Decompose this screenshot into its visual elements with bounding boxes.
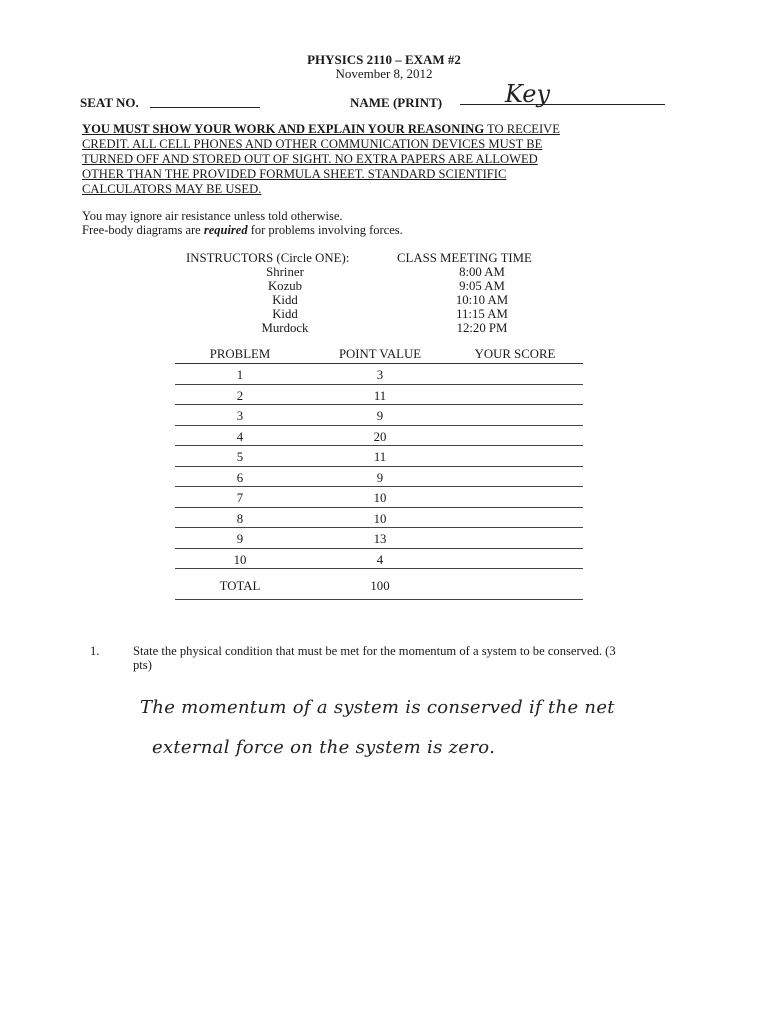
- point-value: 3: [376, 368, 384, 382]
- point-value: 11: [373, 450, 387, 464]
- problem-number: 6: [236, 470, 244, 485]
- instructor-item[interactable]: Kidd: [272, 307, 298, 321]
- class-time-heading: CLASS MEETING TIME: [397, 251, 532, 265]
- name-field[interactable]: [460, 104, 665, 105]
- question-1-number: 1.: [90, 644, 100, 658]
- class-time-item: 12:20 PM: [456, 321, 508, 335]
- table-row: [175, 405, 583, 426]
- exam-instructions-warning: [82, 122, 662, 197]
- warning-bold-text: YOU MUST SHOW YOUR WORK AND EXPLAIN YOUR REASONING: [82, 122, 485, 136]
- point-value: 9: [376, 470, 384, 485]
- point-value: 10: [373, 491, 387, 505]
- total-value: 100: [370, 579, 390, 593]
- table-row: [175, 446, 583, 467]
- seat-number-label: SEAT NO.: [80, 95, 139, 110]
- warning-line-1-rest: TO RECEIVE: [484, 122, 560, 136]
- question-1-handwritten-answer: [140, 688, 640, 768]
- exam-date: November 8, 2012: [335, 66, 433, 81]
- header-your-score: YOUR SCORE: [474, 347, 556, 361]
- point-value: 20: [373, 429, 387, 444]
- warning-line-3: TURNED OFF AND STORED OUT OF SIGHT. NO EXTRA PAPERS ARE ALLOWED: [82, 152, 538, 166]
- table-row: [175, 487, 583, 508]
- table-row-total: [175, 569, 583, 600]
- class-time-item: 10:10 AM: [455, 293, 509, 307]
- score-table: [175, 347, 583, 600]
- problem-number: 2: [236, 388, 244, 403]
- answer-line-1: The momentum of a system is conserved if the net: [140, 697, 615, 718]
- problem-number: 8: [236, 511, 244, 526]
- instructor-item[interactable]: Murdock: [261, 321, 309, 335]
- point-value: 4: [376, 552, 384, 567]
- warning-line-5: CALCULATORS MAY BE USED.: [82, 182, 262, 196]
- instructor-item[interactable]: Kozub: [267, 279, 303, 293]
- problem-number: 3: [236, 409, 244, 423]
- table-row: [175, 426, 583, 447]
- point-value: 9: [376, 409, 384, 423]
- table-row: [175, 549, 583, 570]
- seat-number-field[interactable]: [150, 107, 260, 108]
- problem-number: 9: [236, 532, 244, 546]
- header-point-value: POINT VALUE: [338, 347, 422, 361]
- problem-number: 1: [236, 368, 244, 382]
- warning-line-4: OTHER THAN THE PROVIDED FORMULA SHEET. STANDARD SCIENTIFIC: [82, 167, 507, 181]
- exam-notes: [82, 209, 403, 237]
- problem-number: 5: [236, 450, 244, 464]
- table-row: [175, 467, 583, 488]
- class-time-item: 8:00 AM: [459, 265, 505, 279]
- name-handwritten-value: Key: [505, 80, 551, 108]
- table-row: [175, 508, 583, 529]
- table-row: [175, 528, 583, 549]
- problem-number: 7: [236, 491, 244, 505]
- score-table-header: [175, 347, 583, 364]
- note-free-body: Free-body diagrams are required for problems involving forces.: [82, 223, 403, 237]
- total-label: TOTAL: [219, 579, 261, 593]
- note-required-emphasis: required: [203, 223, 248, 237]
- table-row: [175, 385, 583, 406]
- instructor-item[interactable]: Kidd: [272, 293, 298, 307]
- table-row: [175, 364, 583, 385]
- name-label: NAME (PRINT): [350, 95, 443, 110]
- question-1-text: State the physical condition that must be met for the momentum of a system to be conserved. (3 pts): [133, 644, 616, 672]
- point-value: 11: [373, 388, 387, 403]
- class-time-item: 11:15 AM: [456, 307, 508, 321]
- warning-line-2: CREDIT. ALL CELL PHONES AND OTHER COMMUNICATION DEVICES MUST BE: [82, 137, 543, 151]
- answer-line-2: external force on the system is zero.: [152, 737, 496, 758]
- class-time-list: [422, 265, 542, 335]
- class-time-item: 9:05 AM: [459, 279, 505, 293]
- problem-number: 4: [236, 429, 244, 444]
- problem-number: 10: [233, 552, 247, 567]
- point-value: 10: [373, 511, 387, 526]
- exam-title: PHYSICS 2110 – EXAM #2: [307, 52, 461, 67]
- header-problem: PROBLEM: [209, 347, 271, 361]
- note-air-resistance: You may ignore air resistance unless told otherwise.: [82, 209, 343, 223]
- point-value: 13: [373, 532, 387, 546]
- instructor-list: [225, 265, 345, 335]
- instructor-item[interactable]: Shriner: [266, 265, 304, 279]
- instructors-heading: INSTRUCTORS (Circle ONE):: [186, 251, 350, 265]
